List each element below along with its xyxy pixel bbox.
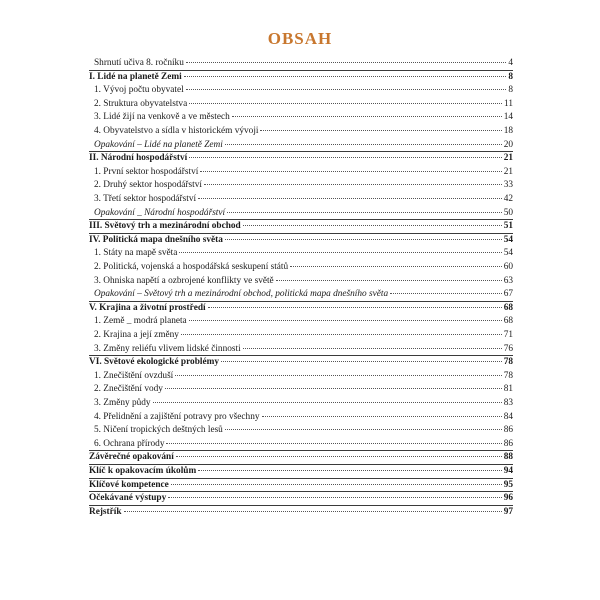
dot-leader [189,157,501,158]
toc-entry [94,193,513,205]
toc-page-number: 63 [503,275,513,286]
dot-leader [181,334,502,335]
toc-page-number: 21 [503,166,513,177]
toc-heading [89,506,513,518]
toc-entry-title: III. Světový trh a mezinárodní obchod [89,221,241,232]
toc-page-number: 78 [503,370,513,381]
toc-heading [89,356,513,368]
toc-page-number: 20 [503,139,513,150]
toc-entry [94,438,513,450]
toc-entry [94,261,513,273]
dot-leader [184,76,507,77]
toc-entry [94,383,513,395]
toc-page-number: 33 [503,180,513,191]
toc-entry-title: Očekávané výstupy [89,493,167,504]
dot-leader [171,484,502,485]
toc-entry [94,125,513,137]
toc-entry [94,247,513,259]
toc-page-number: 68 [503,302,513,313]
toc-page-number: 95 [503,479,513,490]
section-rule [89,233,513,234]
toc-entry-title: Shrnutí učiva 8. ročníku [94,58,184,68]
toc-page-number: 97 [503,506,513,517]
toc-entry-title: 1. Státy na mapě světa [94,248,178,259]
toc-entry [94,139,513,151]
section-rule [89,355,513,356]
toc-page-number: 8 [508,71,513,82]
toc-page-number: 8 [508,85,513,96]
toc-entry [94,329,513,341]
toc-entry [94,207,513,219]
toc-page-number: 76 [503,343,513,354]
toc-entry-title: I. Lidé na planetě Zemi [89,71,182,82]
dot-leader [165,388,502,389]
toc-heading [89,234,513,246]
toc-entry-title: 3. Třetí sektor hospodářství [94,194,197,204]
toc-entry [94,288,513,300]
toc-entry-title: Rejstřík [89,506,122,517]
toc-entry-title: 3. Změny reliéfu vlivem lidské činnosti [94,343,241,354]
toc-page-number: 84 [503,411,513,422]
section-rule [89,70,513,71]
toc-page-number: 88 [503,452,513,463]
dot-leader [186,62,506,63]
toc-entry [94,424,513,436]
toc-entry-title: Opakování – Lidé na planetě Zemi [94,139,223,150]
toc-entry-title: 2. Znečištění vody [94,384,163,395]
toc-heading [89,479,513,491]
toc-page-number: 94 [503,466,513,476]
toc-page-number: 81 [503,384,513,395]
toc-entry-title: II. Národní hospodářství [89,153,188,164]
toc-entry [94,111,513,123]
toc-heading [89,451,513,463]
toc-entry-title: 2. Krajina a její změny [94,330,179,340]
section-rule [89,219,513,220]
toc-entry-title: 4. Obyvatelstvo a sídla v historickém vývoji [94,126,259,136]
dot-leader [198,470,502,471]
section-rule [89,450,513,451]
toc-entry-title: Klíč k opakovacím úkolům [89,466,197,476]
toc-page-number: 14 [503,112,513,123]
toc-page-number: 60 [503,262,513,272]
toc-entry-title: V. Krajina a životní prostředí [89,302,206,313]
toc-page-number: 50 [503,207,513,218]
dot-leader [200,171,501,172]
toc-entry-title: Opakování _ Národní hospodářství [94,207,226,218]
dot-leader [176,456,502,457]
dot-leader [290,266,502,267]
dot-leader [260,130,501,131]
dot-leader [221,361,502,362]
toc-entry [94,98,513,110]
dot-leader [243,348,502,349]
dot-leader [166,443,501,444]
dot-leader [175,375,501,376]
toc-entry [94,275,513,287]
toc-page-number: 78 [503,357,513,368]
toc-page-number: 83 [503,398,513,408]
toc-entry-title: 3. Ohniska napětí a ozbrojené konflikty ve světě [94,275,274,286]
toc-page-number: 42 [503,194,513,204]
dot-leader [179,252,501,253]
dot-leader [208,307,502,308]
toc-page-number: 54 [503,234,513,245]
toc-entry-title: 5. Ničení tropických deštných lesů [94,425,223,436]
section-rule [89,464,513,465]
section-rule [89,151,513,152]
section-rule [89,478,513,479]
toc-entry-title: 1. První sektor hospodářství [94,166,199,177]
toc-page-number: 51 [503,221,513,232]
toc-entry [94,179,513,191]
toc-page-number: 18 [503,126,513,136]
toc-page-number: 86 [503,425,513,436]
dot-leader [198,198,502,199]
toc-heading [89,492,513,504]
toc-page-number: 86 [503,438,513,449]
dot-leader [232,116,502,117]
dot-leader [390,293,502,294]
dot-leader [189,103,502,104]
toc-page-number: 21 [503,153,513,164]
toc-page-number: 11 [504,98,513,109]
section-rule [89,491,513,492]
toc-page-number: 96 [503,493,513,504]
toc-heading [89,152,513,164]
toc-entry-title: VI. Světové ekologické problémy [89,357,219,368]
toc-entry-title: 2. Struktura obyvatelstva [94,98,188,109]
section-rule [89,301,513,302]
toc-entry-title: 3. Lidé žijí na venkově a ve městech [94,112,230,123]
toc-heading [89,465,513,477]
toc-page-number: 67 [503,289,513,300]
toc-entry-title: Klíčové kompetence [89,479,169,490]
toc-entry-title: 4. Přelidnění a zajištění potravy pro všechny [94,411,260,422]
toc-entry-title: Opakování – Světový trh a mezinárodní obchod, politická mapa dnešního světa [94,289,389,300]
toc-entry-title: 1. Znečištění ovzduší [94,370,174,381]
dot-leader [262,416,502,417]
toc-page-number: 68 [503,316,513,327]
toc-page-number: 4 [508,58,513,68]
toc-entry [94,397,513,409]
toc-page-number: 71 [503,330,513,340]
toc-entry [94,343,513,355]
dot-leader [168,497,501,498]
dot-leader [189,320,502,321]
toc-heading [89,220,513,232]
toc-entry [94,370,513,382]
toc-entry [94,411,513,423]
toc-heading [89,302,513,314]
toc-entry-title: 1. Vývoj počtu obyvatel [94,85,184,96]
toc-entry-title: 1. Země _ modrá planeta [94,316,187,327]
page-title: OBSAH [267,29,333,48]
dot-leader [225,144,502,145]
dot-leader [153,402,502,403]
dot-leader [225,429,502,430]
toc-entry-title: 2. Druhý sektor hospodářství [94,180,202,191]
dot-leader [204,184,502,185]
toc-entry-title: 2. Politická, vojenská a hospodářská seskupení států [94,262,289,272]
dot-leader [225,239,502,240]
dot-leader [186,89,507,90]
toc-entry-title: 6. Ochrana přírody [94,438,165,449]
dot-leader [227,212,502,213]
dot-leader [124,511,502,512]
section-rule [89,505,513,506]
toc-entry-title: IV. Politická mapa dnešního světa [89,234,223,245]
toc-entry-title: 3. Změny půdy [94,398,151,408]
toc-entry-title: Závěrečné opakování [89,452,174,463]
toc-entry [94,57,513,69]
dot-leader [276,280,502,281]
toc-entry [94,315,513,327]
toc-heading [89,71,513,83]
toc-entry [94,84,513,96]
toc-page-number: 54 [503,248,513,259]
dot-leader [243,225,502,226]
toc-entry [94,166,513,178]
